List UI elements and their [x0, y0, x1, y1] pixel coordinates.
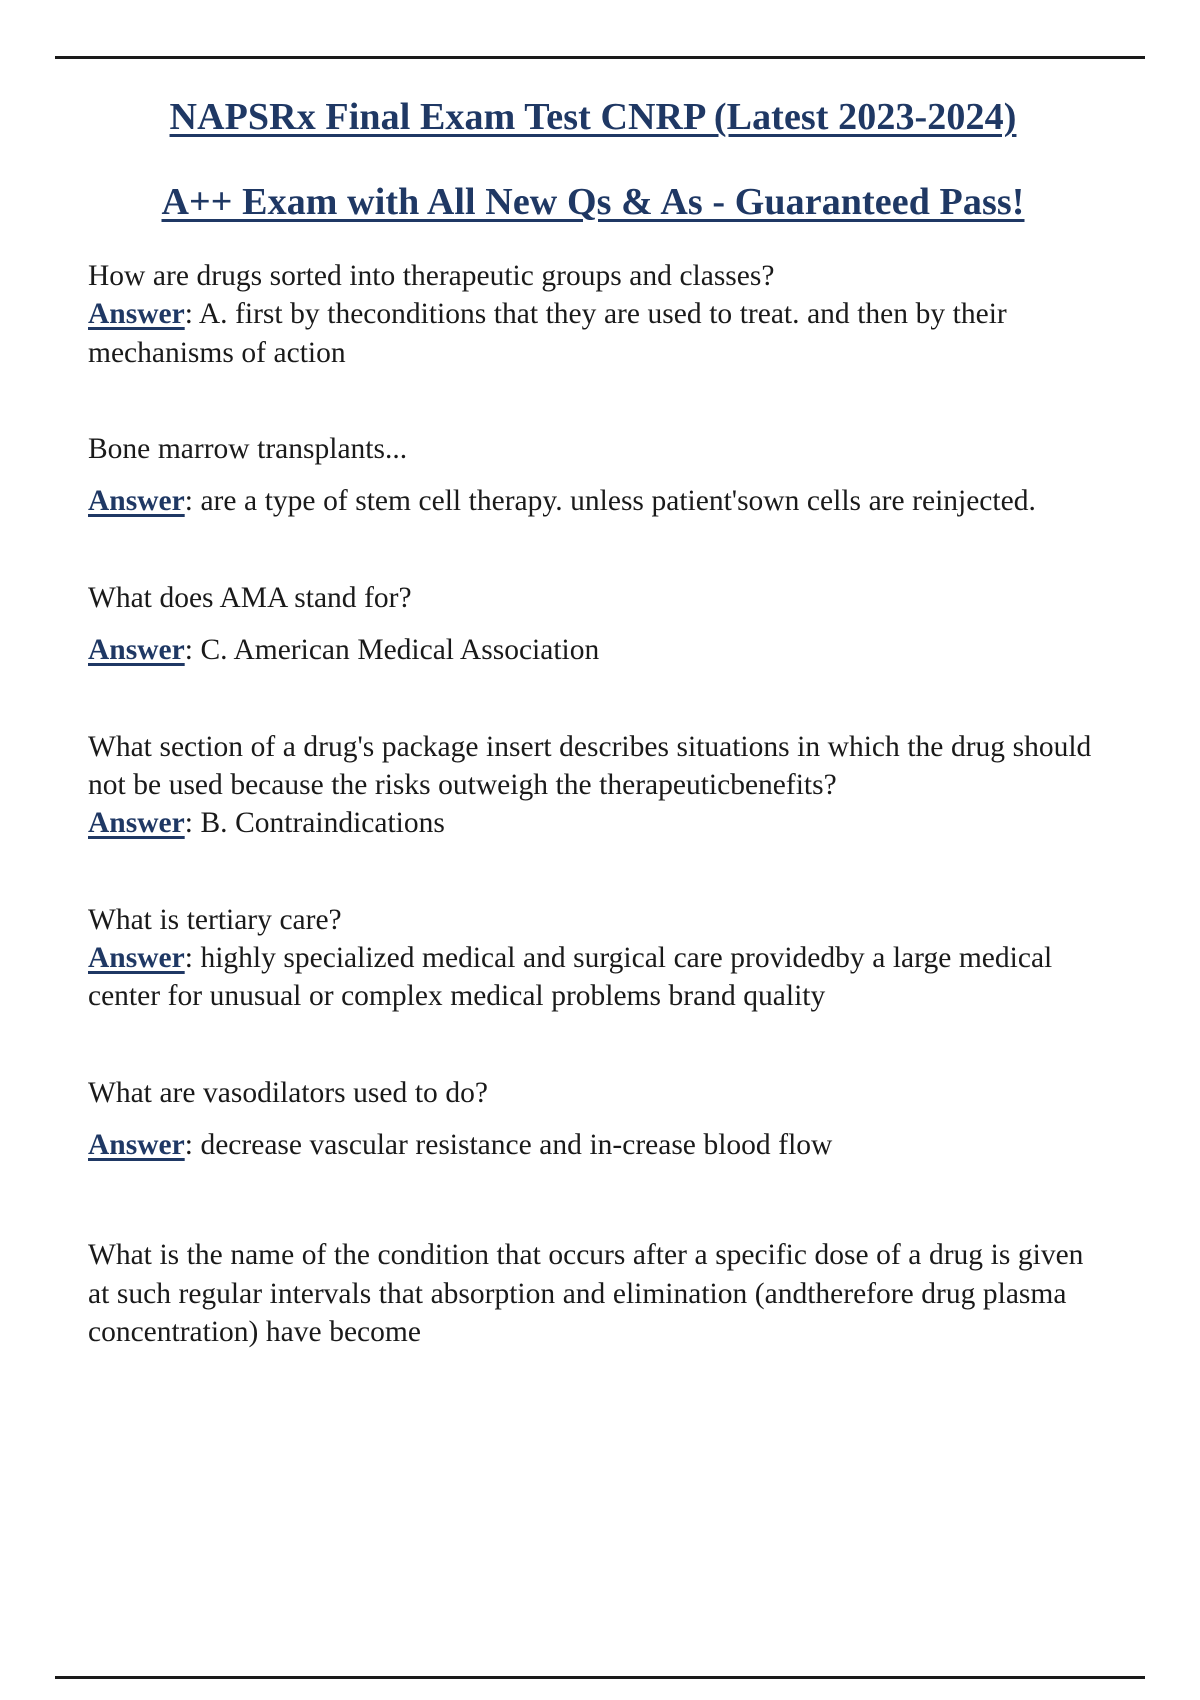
qa-item-4: [88, 728, 1098, 843]
answer-label: Answer: [88, 1128, 185, 1161]
footer-divider-rule: [55, 1676, 1145, 1679]
header-divider-rule: [55, 56, 1145, 59]
answer-text: : B. Contraindications: [184, 807, 445, 840]
qa-item-6: [88, 1074, 1098, 1165]
spacer: [88, 700, 1098, 728]
question-text: Bone marrow transplants...: [88, 433, 408, 466]
answer-label: Answer: [88, 485, 185, 518]
spacer: [88, 551, 1098, 579]
question-text: What is tertiary care?: [88, 903, 342, 936]
answer-line: [88, 631, 1098, 669]
spacer: [88, 873, 1098, 901]
answer-text: : highly specialized medical and surgical care providedby a large medical center for unusual or complex medical problems brand quality: [88, 941, 1053, 1013]
answer-line: [88, 804, 1098, 842]
answer-label: Answer: [88, 941, 185, 974]
answer-text: : C. American Medical Association: [184, 634, 600, 667]
page-title-line-2: [88, 181, 1098, 224]
spacer: [88, 617, 1098, 631]
document-title-block: [88, 96, 1098, 223]
qa-item-5: [88, 901, 1098, 1016]
answer-line: [88, 939, 1098, 1016]
answer-text: : are a type of stem cell therapy. unless patient'sown cells are reinjected.: [184, 485, 1036, 518]
spacer: [88, 468, 1098, 482]
answer-line: [88, 482, 1098, 520]
page-title-line-2-text: A++ Exam with All New Qs & As - Guaranteed Pass!: [161, 180, 1025, 223]
answer-label: Answer: [88, 807, 185, 840]
spacer: [88, 402, 1098, 430]
qa-item-2: [88, 430, 1098, 521]
qa-item-7: [88, 1236, 1098, 1351]
spacer: [88, 1112, 1098, 1126]
question-text: What are vasodilators used to do?: [88, 1076, 488, 1109]
qa-item-3: [88, 579, 1098, 670]
spacer: [88, 1194, 1098, 1236]
question-text: How are drugs sorted into therapeutic groups and classes?: [88, 260, 775, 293]
answer-label: Answer: [88, 634, 185, 667]
page-title-line-1-text: NAPSRx Final Exam Test CNRP (Latest 2023-2024): [169, 96, 1017, 138]
spacer: [88, 1046, 1098, 1074]
question-text: What section of a drug's package insert describes situations in which the drug should not be used because the risks outweigh the therapeuticbenefits?: [88, 730, 1092, 801]
answer-line: [88, 295, 1098, 372]
qa-item-1: [88, 257, 1098, 372]
answer-label: Answer: [88, 298, 185, 331]
question-text: What does AMA stand for?: [88, 581, 412, 614]
answer-line: [88, 1126, 1098, 1164]
question-text: What is the name of the condition that occurs after a specific dose of a drug is given at such regular intervals that absorption and elimination (andtherefore drug plasma concentration) have become: [88, 1239, 1084, 1348]
answer-text: : A. first by theconditions that they are used to treat. and then by their mechanisms of action: [88, 298, 1007, 369]
page-content: [88, 96, 1098, 1381]
answer-text: : decrease vascular resistance and in-crease blood flow: [184, 1128, 833, 1161]
page-title-line-1: [88, 96, 1098, 139]
